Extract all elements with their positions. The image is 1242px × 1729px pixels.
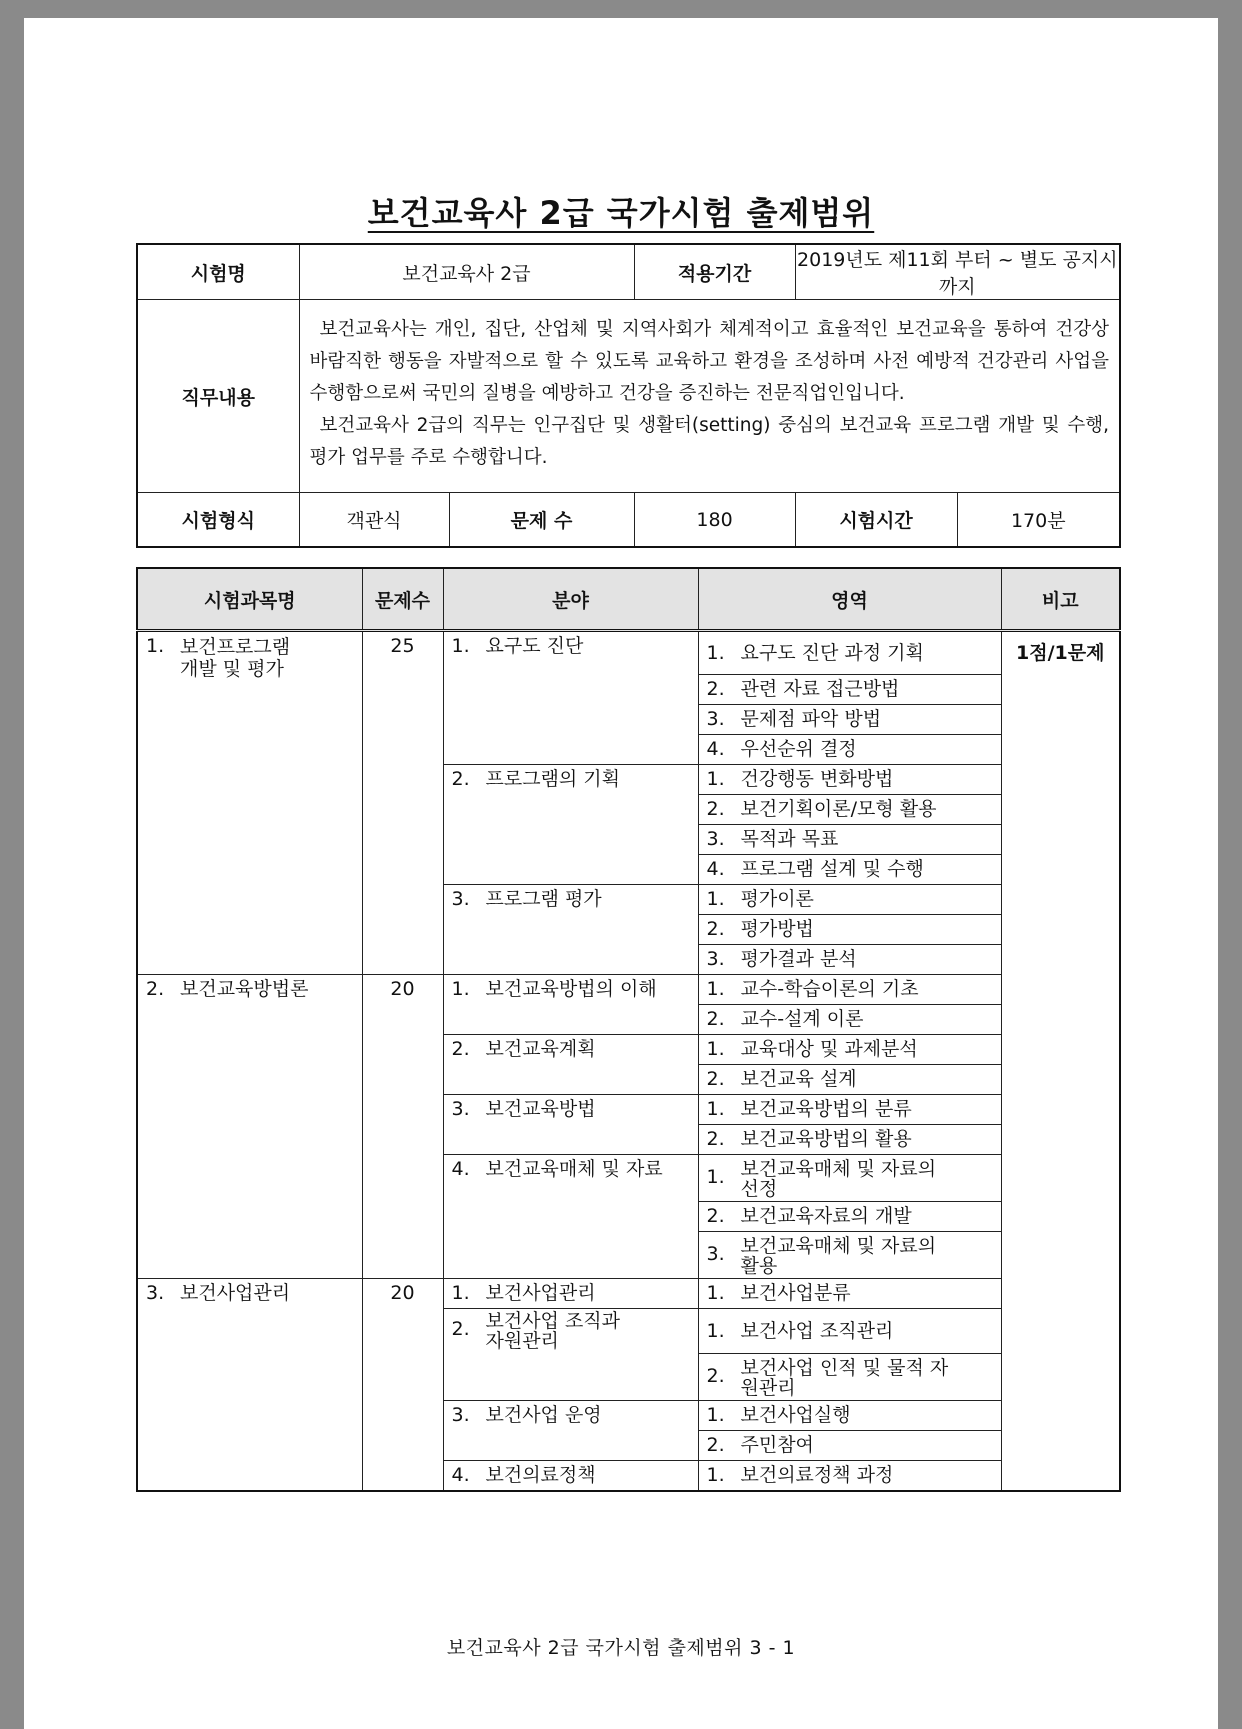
- area-cell: 1. 보건사업실행: [698, 1401, 1001, 1431]
- area-cell: 1. 교수-학습이론의 기초: [698, 975, 1001, 1005]
- document-page: [24, 18, 1218, 1729]
- field-cell: 2. 보건교육계획: [443, 1035, 698, 1095]
- subject-name: 보건프로그램 개발 및 평가: [180, 636, 291, 680]
- header-area: 영역: [698, 568, 1001, 631]
- period-label: 적용기간: [634, 244, 795, 300]
- duty-label: 직무내용: [137, 300, 299, 493]
- area-cell: 2. 교수-설계 이론: [698, 1005, 1001, 1035]
- subject-cell: 3. 보건사업관리: [137, 1279, 362, 1492]
- area-cell: 1. 교육대상 및 과제분석: [698, 1035, 1001, 1065]
- header-subject: 시험과목명: [137, 568, 362, 631]
- count-value: 180: [634, 493, 795, 548]
- area-cell: 4. 우선순위 결정: [698, 735, 1001, 765]
- page-title: 보건교육사 2급 국가시험 출제범위: [367, 194, 875, 232]
- field-cell: 3. 보건사업 운영: [443, 1401, 698, 1461]
- area-cell: 4. 프로그램 설계 및 수행: [698, 855, 1001, 885]
- field-cell: 1. 보건교육방법의 이해: [443, 975, 698, 1035]
- area-cell: 2. 보건교육자료의 개발: [698, 1202, 1001, 1232]
- subject-name: 보건교육방법론: [180, 978, 309, 1000]
- format-value: 객관식: [299, 493, 449, 548]
- area-cell: 1. 보건교육매체 및 자료의 선정: [698, 1155, 1001, 1202]
- format-label: 시험형식: [137, 493, 299, 548]
- subject-count: 20: [362, 1279, 443, 1492]
- duty-description: [299, 300, 1120, 493]
- page-footer: 보건교육사 2급 국가시험 출제범위 3 - 1: [446, 1637, 796, 1659]
- field-cell: 1. 요구도 진단: [443, 631, 698, 765]
- area-cell: 1. 보건사업분류: [698, 1279, 1001, 1309]
- exam-info-table: [136, 243, 1121, 548]
- field-cell: 1. 보건사업관리: [443, 1279, 698, 1309]
- time-value: 170분: [957, 493, 1120, 548]
- duty-paragraph-1: 보건교육사는 개인, 집단, 산업체 및 지역사회가 체계적이고 효율적인 보건교육을 통하여 건강상 바람직한 행동을 자발적으로 할 수 있도록 교육하고 환경을 조성하며 사전 예방적 건강관리 사업을 수행함으로써 국민의 질병을 예방하고 건강을 증진하는 전문직업인입니다.: [309, 319, 1110, 404]
- field-cell: 2. 보건사업 조직과 자원관리: [443, 1309, 698, 1401]
- area-cell: 3. 평가결과 분석: [698, 945, 1001, 975]
- subject-count: 20: [362, 975, 443, 1279]
- area-cell: 1. 요구도 진단 과정 기획: [698, 631, 1001, 675]
- area-cell: 2. 평가방법: [698, 915, 1001, 945]
- subjects-table: [136, 567, 1121, 1492]
- area-cell: 1. 보건의료정책 과정: [698, 1461, 1001, 1492]
- area-cell: 1. 보건교육방법의 분류: [698, 1095, 1001, 1125]
- area-cell: 3. 문제점 파악 방법: [698, 705, 1001, 735]
- subject-name: 보건사업관리: [180, 1282, 291, 1304]
- area-cell: 2. 주민참여: [698, 1431, 1001, 1461]
- area-cell: 2. 보건교육방법의 활용: [698, 1125, 1001, 1155]
- duty-paragraph-2: 보건교육사 2급의 직무는 인구집단 및 생활터(setting) 중심의 보건교육 프로그램 개발 및 수행, 평가 업무를 주로 수행합니다.: [309, 415, 1110, 468]
- note-cell: 1점/1문제: [1001, 631, 1120, 1492]
- exam-name-value: 보건교육사 2급: [299, 244, 634, 300]
- subject-cell: 2. 보건교육방법론: [137, 975, 362, 1279]
- area-cell: 2. 보건교육 설계: [698, 1065, 1001, 1095]
- subject-cell: 1. 보건프로그램 개발 및 평가: [137, 631, 362, 975]
- area-cell: 1. 보건사업 조직관리: [698, 1309, 1001, 1354]
- area-cell: 3. 목적과 목표: [698, 825, 1001, 855]
- field-cell: 4. 보건의료정책: [443, 1461, 698, 1492]
- field-cell: 3. 보건교육방법: [443, 1095, 698, 1155]
- header-note: 비고: [1001, 568, 1120, 631]
- header-field: 분야: [443, 568, 698, 631]
- header-count: 문제수: [362, 568, 443, 631]
- count-label: 문제 수: [449, 493, 634, 548]
- area-cell: 3. 보건교육매체 및 자료의 활용: [698, 1232, 1001, 1279]
- area-cell: 2. 보건기획이론/모형 활용: [698, 795, 1001, 825]
- field-cell: 2. 프로그램의 기획: [443, 765, 698, 885]
- area-cell: 1. 건강행동 변화방법: [698, 765, 1001, 795]
- field-cell: 4. 보건교육매체 및 자료: [443, 1155, 698, 1279]
- area-cell: 1. 평가이론: [698, 885, 1001, 915]
- exam-name-label: 시험명: [137, 244, 299, 300]
- field-cell: 3. 프로그램 평가: [443, 885, 698, 975]
- area-cell: 2. 보건사업 인적 및 물적 자원관리: [698, 1354, 1001, 1401]
- area-cell: 2. 관련 자료 접근방법: [698, 675, 1001, 705]
- time-label: 시험시간: [795, 493, 957, 548]
- subject-count: 25: [362, 631, 443, 975]
- period-value: 2019년도 제11회 부터 ~ 별도 공지시 까지: [795, 244, 1120, 300]
